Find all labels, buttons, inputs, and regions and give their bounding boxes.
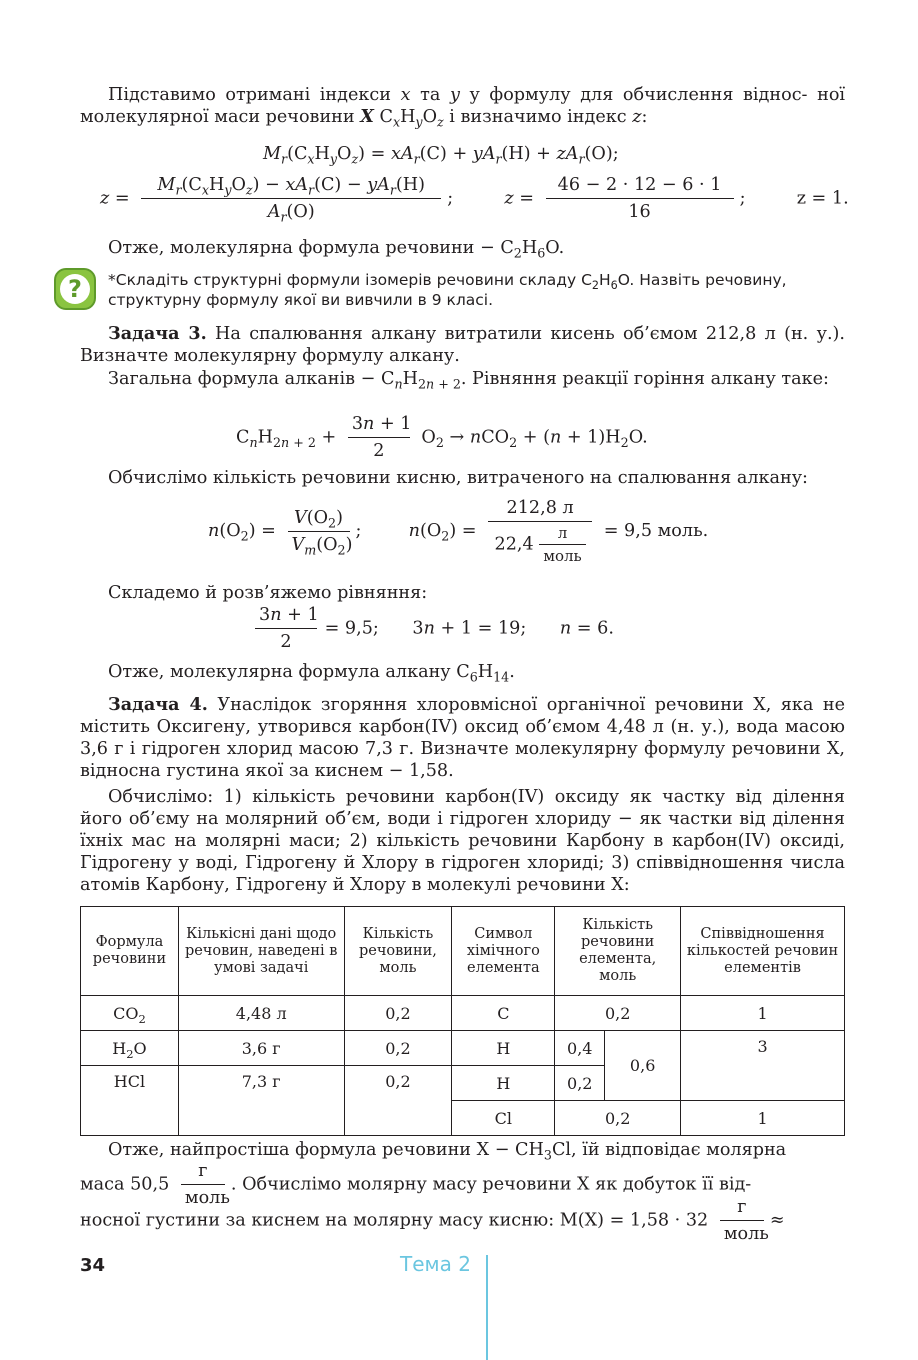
table-cell: 0,6 — [605, 1031, 681, 1101]
combustion-equation: $C_nH_{2n + 2}$ + $\frac{3n + 1}{2}$ $O_2 \to nCO_2 + (n + 1)H_2O$. — [236, 414, 648, 461]
page-number: 34 — [80, 1255, 106, 1276]
topic-label: Тема 2 — [400, 1252, 471, 1276]
table-header: Кількість речовини елемента, моль — [555, 907, 681, 996]
table-cell: 0,2 — [555, 996, 681, 1031]
table-cell: 1 — [681, 996, 845, 1031]
equation-molar-mass: $M_r(C_xH_yO_z) = xA_r(C) + yA_r(H) + zA_r(O)$; — [263, 144, 619, 167]
compose-equation: Складемо й розв’яжемо рівняння: — [108, 583, 428, 603]
table-cell: Cl — [452, 1101, 555, 1136]
paragraph-substitute: Підставимо отримані індекси x та y у формулу для обчислення віднос- ної молекулярної маси речовини X $C_xH_yO_z$ і визначимо індекс z: — [80, 85, 846, 130]
table-cell: $H_2O$ — [81, 1031, 179, 1066]
data-table — [80, 906, 845, 1136]
molar-mass-calc: носної густини за киснем на молярну масу кисню: M(X) = 1,58 · 32 $\frac{г}{\text{моль}}$ ≈ — [80, 1197, 785, 1244]
question-icon: ? — [54, 268, 96, 310]
conclusion-c2h6o: Отже, молекулярна формула речовини − $C_2H_6O$. — [108, 238, 565, 261]
table-cell: H — [452, 1031, 555, 1066]
table-cell: 3,6 г — [178, 1031, 344, 1066]
table-cell: 4,48 л — [178, 996, 344, 1031]
calc-oxygen: Обчислімо кількість речовини кисню, витраченого на спалювання алкану: — [108, 468, 808, 488]
table-cell: 0,2 — [555, 1101, 681, 1136]
footer-divider — [486, 1255, 488, 1360]
solve-equation: $\frac{3n + 1}{2}$ = 9,5; 3n + 1 = 19; n = 6. — [255, 604, 614, 653]
table-cell: 3 — [681, 1031, 845, 1101]
task3: Задача 3. На спалювання алкану витратили кисень об’ємом 212,8 л (н. у.). Визначте молекулярну формулу алкану. — [80, 323, 846, 366]
table-cell: HCl — [81, 1066, 179, 1136]
table-cell: 0,2 — [344, 1066, 452, 1136]
table-header: Кількісні дані щодо речовин, наведені в умові задачі — [178, 907, 344, 996]
table-cell: 7,3 г — [178, 1066, 344, 1136]
table-cell: $CO_2$ — [81, 996, 179, 1031]
oxygen-amount-equation: $n(O_2)$ = $\frac{V(O_2)}{V_m(O_2)}$ ; $n(O_2)$ = 212,8 л 22,4 $\frac{л}{\text{моль}}$ = 9,5 моль. — [208, 498, 709, 565]
table-header: Символ хімічного елемента — [452, 907, 555, 996]
question-text: *Складіть структурні формули ізомерів речовини складу $C_2H_6O$. Назвіть речовину, структурну формулу якої ви вивчили в 9 класі. — [108, 271, 787, 309]
table-header-row — [81, 907, 845, 996]
table-header: Співвідношення кількостей речовин елементів — [681, 907, 845, 996]
table-cell: 0,2 — [344, 996, 452, 1031]
table-cell: H — [452, 1066, 555, 1101]
table-cell: 0,4 — [555, 1031, 605, 1066]
table-header: Формула речовини — [81, 907, 179, 996]
table-cell: 1 — [681, 1101, 845, 1136]
molar-mass-line: маса 50,5 $\frac{г}{\text{моль}}$ . Обчислімо молярну масу речовини X як добуток її від- — [80, 1161, 752, 1208]
table-header: Кількість речовини, моль — [344, 907, 452, 996]
alkane-formula: Загальна формула алканів − $C_nH_{2n + 2}$. Рівняння реакції горіння алкану таке: — [108, 369, 829, 392]
calc-steps: Обчислімо: 1) кількість речовини карбон(IV) оксиду як частку від ділення його об’єму на молярний об’єм, води і гідроген хлориду − як частки від ділення їхніх мас на молярні маси; 2) кількість речовини Карбону в карбон(IV) оксиді, Гідрогену у воді, Гідрогену й Хлору в гідроген хлориді; 3) співвідношення числа атомів Карбону, Гідрогену й Хлору в молекулі речовини X: — [80, 787, 845, 895]
conclusion-c6h14: Отже, молекулярна формула алкану $C_6H_{14}$. — [108, 662, 515, 685]
simplest-formula: Отже, найпростіша формула речовини $X - CH_3Cl$, їй відповідає молярна — [108, 1140, 787, 1163]
task4: Задача 4. Унаслідок згоряння хлоровмісної органічної речовини X, яка не містить Оксигену, утворився карбон(IV) оксид об’ємом 4,48 л (н. у.), вода масою 3,6 г і гідроген хлорид масою 7,3 г. Визначте молекулярну формулу речовини X, відносна густина якої за киснем − 1,58. — [80, 694, 846, 781]
equation-z: z = $\frac{M_r(C_xH_yO_z) - xA_r(C) - yA_r(H)}{A_r(O)}$ ; z = $\frac{46 - 2 \cdot 12 - 6 \cdot 1}{16}$ ; z = 1. — [100, 175, 849, 225]
table-cell: 0,2 — [344, 1031, 452, 1066]
table-row — [81, 996, 845, 1031]
table-cell: C — [452, 996, 555, 1031]
table-row — [81, 1031, 845, 1066]
table-cell: 0,2 — [555, 1066, 605, 1101]
